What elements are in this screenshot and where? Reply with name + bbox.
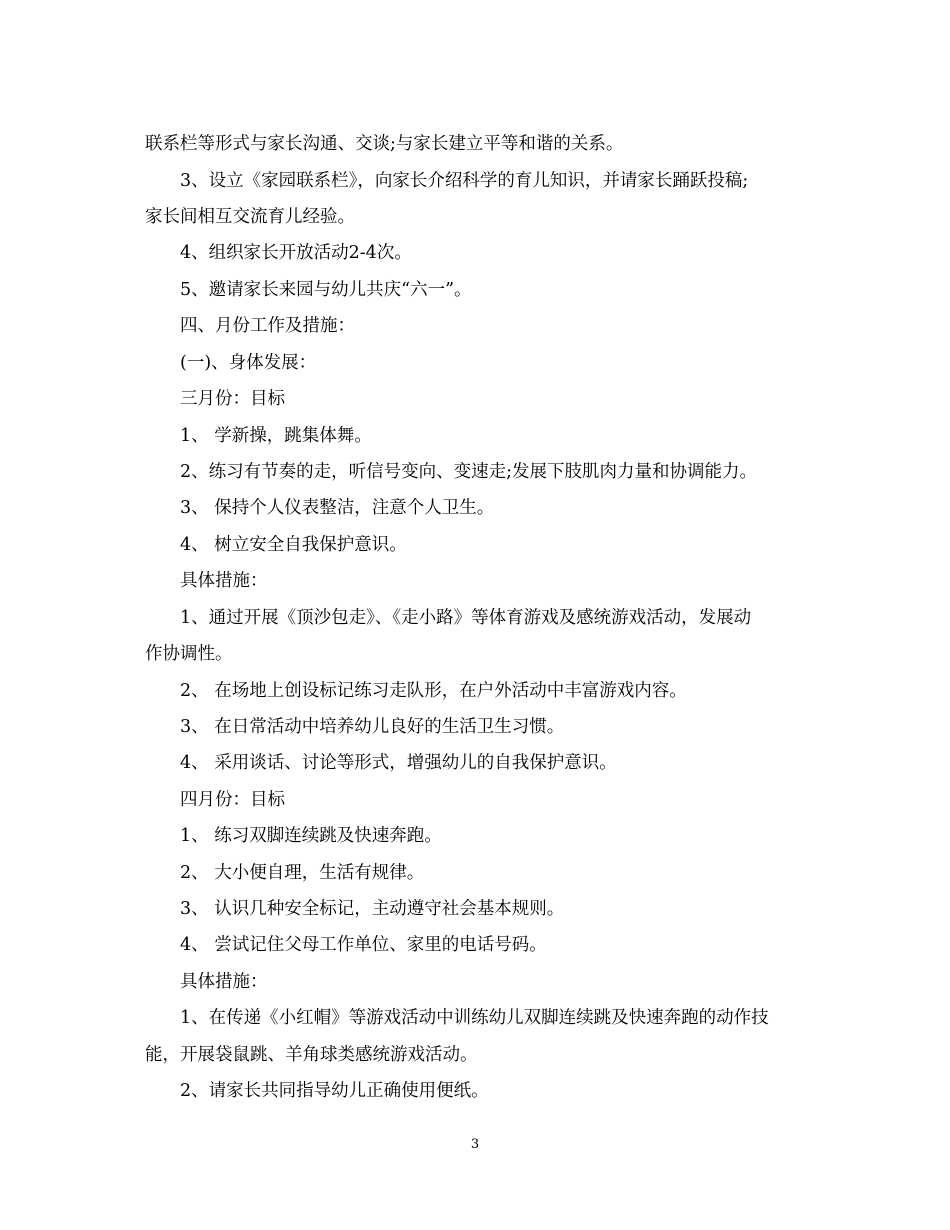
list-item: 3、 在日常活动中培养幼儿良好的生活卫生习惯。: [180, 717, 565, 737]
list-item: 2、 在场地上创设标记练习走队形，在户外活动中丰富游戏内容。: [180, 681, 687, 701]
list-item: 4、 树立安全自我保护意识。: [180, 535, 407, 555]
list-item: 2、练习有节奏的走，听信号变向、变速走;发展下肢肌肉力量和协调能力。: [180, 462, 758, 482]
list-item: 1、在传递《小红帽》等游戏活动中训练幼儿双脚连续跳及快速奔跑的动作技: [180, 1008, 769, 1028]
paragraph-line: 4、组织家长开放活动2-4次。: [180, 243, 412, 263]
paragraph-line: 联系栏等形式与家长沟通、交谈;与家长建立平等和谐的关系。: [145, 134, 624, 154]
list-item-continuation: 作协调性。: [145, 644, 233, 664]
list-item: 1、通过开展《顶沙包走》、《走小路》等体育游戏及感统游戏活动，发展动: [180, 608, 752, 628]
list-item: 1、 练习双脚连续跳及快速奔跑。: [180, 826, 442, 846]
list-item: 4、 采用谈话、讨论等形式，增强幼儿的自我保护意识。: [180, 753, 617, 773]
month-heading: 三月份：目标: [180, 389, 285, 409]
list-item: 3、 认识几种安全标记，主动遵守社会基本规则。: [180, 899, 565, 919]
measures-heading: 具体措施：: [180, 571, 268, 591]
list-item: 2、请家长共同指导幼儿正确使用便纸。: [180, 1081, 489, 1101]
paragraph-line: 3、设立《家园联系栏》，向家长介绍科学的育儿知识，并请家长踊跃投稿;: [180, 171, 749, 191]
list-item: 2、 大小便自理，生活有规律。: [180, 863, 425, 883]
page-number: 3: [470, 1137, 480, 1152]
month-heading: 四月份：目标: [180, 790, 285, 810]
subsection-heading: (一)、身体发展：: [180, 353, 317, 373]
measures-heading: 具体措施：: [180, 972, 268, 992]
paragraph-line: 5、邀请家长来园与幼儿共庆“六一”。: [180, 280, 472, 300]
section-heading: 四、月份工作及措施：: [180, 316, 355, 336]
list-item-continuation: 能，开展袋鼠跳、羊角球类感统游戏活动。: [145, 1045, 478, 1065]
list-item: 4、 尝试记住父母工作单位、家里的电话号码。: [180, 935, 547, 955]
paragraph-line: 家长间相互交流育儿经验。: [145, 207, 355, 227]
list-item: 1、 学新操，跳集体舞。: [180, 426, 372, 446]
list-item: 3、 保持个人仪表整洁，注意个人卫生。: [180, 498, 495, 518]
